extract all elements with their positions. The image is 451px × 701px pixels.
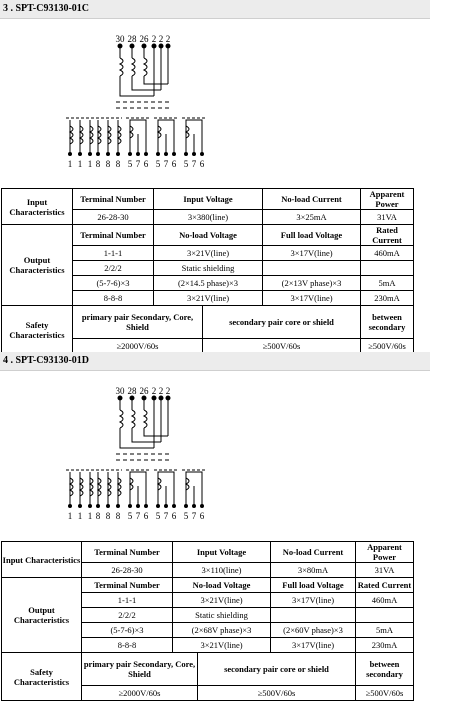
top-terminal-labels-3 <box>116 34 171 44</box>
table-cell: 1-1-1 <box>82 593 173 608</box>
safety-value: ≥500V/60s <box>361 339 414 354</box>
bottom-label: 7 <box>135 511 141 521</box>
primary-winding-4 <box>116 396 172 460</box>
col-header: Apparent Power <box>356 542 414 563</box>
bottom-terminal-labels-3 <box>68 159 205 169</box>
bottom-label: 1 <box>87 511 93 521</box>
table-cell: 26-28-30 <box>73 210 154 225</box>
table-cell <box>263 261 361 276</box>
top-label: 30 <box>115 386 125 396</box>
bottom-label: 1 <box>77 159 83 169</box>
secondary-windings-4 <box>66 470 206 506</box>
bottom-label: 7 <box>163 511 169 521</box>
col-header: Terminal Number <box>73 225 154 246</box>
bottom-label: 1 <box>67 511 73 521</box>
top-label: 2 <box>165 386 171 396</box>
col-header: Rated Current <box>356 578 414 593</box>
bottom-label: 1 <box>87 159 93 169</box>
bottom-label: 7 <box>163 159 169 169</box>
bottom-label: 8 <box>115 159 121 169</box>
col-header: No-load Current <box>263 189 361 210</box>
section-title-4: 4 . SPT-C93130-01D <box>3 355 90 366</box>
table-cell: 460mA <box>361 246 414 261</box>
top-terminal-labels-4 <box>116 386 171 396</box>
bottom-label: 6 <box>171 511 177 521</box>
safety-value: ≥500V/60s <box>198 686 356 701</box>
bottom-label: 1 <box>77 511 83 521</box>
col-header: Full load Voltage <box>271 578 356 593</box>
table-cell: 26-28-30 <box>82 563 173 578</box>
table-cell: Static shielding <box>154 261 263 276</box>
bottom-label: 6 <box>143 159 149 169</box>
table-cell: 3×21V(line) <box>173 593 271 608</box>
top-label: 2 <box>151 386 157 396</box>
table-cell: 460mA <box>356 593 414 608</box>
safety-value: ≥2000V/60s <box>82 686 198 701</box>
table-cell: 1-1-1 <box>73 246 154 261</box>
table-cell: 3×110(line) <box>173 563 271 578</box>
bottom-label: 6 <box>171 159 177 169</box>
bottom-label: 5 <box>155 511 161 521</box>
bottom-label: 7 <box>191 511 197 521</box>
bottom-label: 5 <box>127 511 133 521</box>
bottom-label: 5 <box>183 159 189 169</box>
table-cell: 3×17V(line) <box>263 291 361 306</box>
col-header: No-load Current <box>271 542 356 563</box>
bottom-label: 7 <box>135 159 141 169</box>
safety-pair: between secondary <box>356 653 414 686</box>
table-cell: 5mA <box>356 623 414 638</box>
table-cell: 3×17V(line) <box>271 593 356 608</box>
secondary-windings-3 <box>66 118 206 154</box>
table-cell: 230mA <box>356 638 414 653</box>
table-cell <box>271 608 356 623</box>
safety-label: Safety Characteristics <box>2 653 82 701</box>
col-header: Input Voltage <box>173 542 271 563</box>
col-header: No-load Voltage <box>154 225 263 246</box>
top-label: 30 <box>115 34 125 44</box>
table-cell: (2×60V phase)×3 <box>271 623 356 638</box>
spec-table-4 <box>1 541 414 701</box>
spec-table-3 <box>1 188 414 354</box>
col-header: Terminal Number <box>82 542 173 563</box>
table-cell: 3×380(line) <box>154 210 263 225</box>
bottom-label: 5 <box>127 159 133 169</box>
table-cell: 2/2/2 <box>82 608 173 623</box>
col-header: Full load Voltage <box>263 225 361 246</box>
col-header: No-load Voltage <box>173 578 271 593</box>
top-label: 26 <box>139 386 149 396</box>
table-cell: (2×13V phase)×3 <box>263 276 361 291</box>
table-cell <box>356 608 414 623</box>
section-title-3: 3 . SPT-C93130-01C <box>3 3 90 14</box>
top-label: 26 <box>139 34 149 44</box>
table-cell: (2×68V phase)×3 <box>173 623 271 638</box>
table-cell: (5-7-6)×3 <box>82 623 173 638</box>
safety-pair: primary pair Secondary, Core, Shield <box>82 653 198 686</box>
bottom-label: 5 <box>183 511 189 521</box>
col-header: Rated Current <box>361 225 414 246</box>
col-header: Terminal Number <box>73 189 154 210</box>
bottom-label: 8 <box>105 511 111 521</box>
safety-pair: primary pair Secondary, Core, Shield <box>73 306 203 339</box>
table-cell: 5mA <box>361 276 414 291</box>
primary-winding-3 <box>116 44 172 108</box>
table-cell: 31VA <box>361 210 414 225</box>
table-cell: 3×25mA <box>263 210 361 225</box>
col-header: Input Voltage <box>154 189 263 210</box>
top-label: 2 <box>151 34 157 44</box>
table-cell: 3×21V(line) <box>154 291 263 306</box>
bottom-label: 8 <box>95 511 101 521</box>
table-cell: 8-8-8 <box>73 291 154 306</box>
top-label: 2 <box>158 386 164 396</box>
bottom-terminal-labels-4 <box>68 511 205 521</box>
table-cell: (2×14.5 phase)×3 <box>154 276 263 291</box>
bottom-label: 1 <box>67 159 73 169</box>
bottom-label: 6 <box>199 511 205 521</box>
bottom-label: 8 <box>95 159 101 169</box>
bottom-label: 6 <box>143 511 149 521</box>
safety-label: Safety Characteristics <box>2 306 73 354</box>
wiring-diagram-3 <box>60 30 220 170</box>
input-label: Input Characteristics <box>2 189 73 225</box>
bottom-terminal-dots-4 <box>68 504 204 508</box>
table-cell: 31VA <box>356 563 414 578</box>
safety-value: ≥2000V/60s <box>73 339 203 354</box>
safety-pair: secondary pair core or shield <box>198 653 356 686</box>
table-cell: 3×17V(line) <box>271 638 356 653</box>
table-cell: 2/2/2 <box>73 261 154 276</box>
bottom-terminal-dots-3 <box>68 152 204 156</box>
table-cell: Static shielding <box>173 608 271 623</box>
col-header: Apparent Power <box>361 189 414 210</box>
bottom-label: 7 <box>191 159 197 169</box>
bottom-label: 8 <box>115 511 121 521</box>
section-header-3 <box>0 0 430 19</box>
top-label: 28 <box>127 34 137 44</box>
input-label: Input Characteristics <box>2 542 82 578</box>
top-label: 2 <box>165 34 171 44</box>
bottom-label: 8 <box>105 159 111 169</box>
table-cell <box>361 261 414 276</box>
table-cell: 3×17V(line) <box>263 246 361 261</box>
safety-value: ≥500V/60s <box>203 339 361 354</box>
table-cell: 3×80mA <box>271 563 356 578</box>
bottom-label: 5 <box>155 159 161 169</box>
top-label: 2 <box>158 34 164 44</box>
section-header-4 <box>0 352 430 371</box>
table-cell: 3×21V(line) <box>173 638 271 653</box>
table-cell: (5-7-6)×3 <box>73 276 154 291</box>
col-header: Terminal Number <box>82 578 173 593</box>
top-label: 28 <box>127 386 137 396</box>
table-cell: 3×21V(line) <box>154 246 263 261</box>
output-label: Output Characteristics <box>2 578 82 653</box>
bottom-label: 6 <box>199 159 205 169</box>
safety-pair: secondary pair core or shield <box>203 306 361 339</box>
safety-pair: between secondary <box>361 306 414 339</box>
output-label: Output Characteristics <box>2 225 73 306</box>
table-cell: 230mA <box>361 291 414 306</box>
wiring-diagram-4 <box>60 382 220 522</box>
safety-value: ≥500V/60s <box>356 686 414 701</box>
table-cell: 8-8-8 <box>82 638 173 653</box>
